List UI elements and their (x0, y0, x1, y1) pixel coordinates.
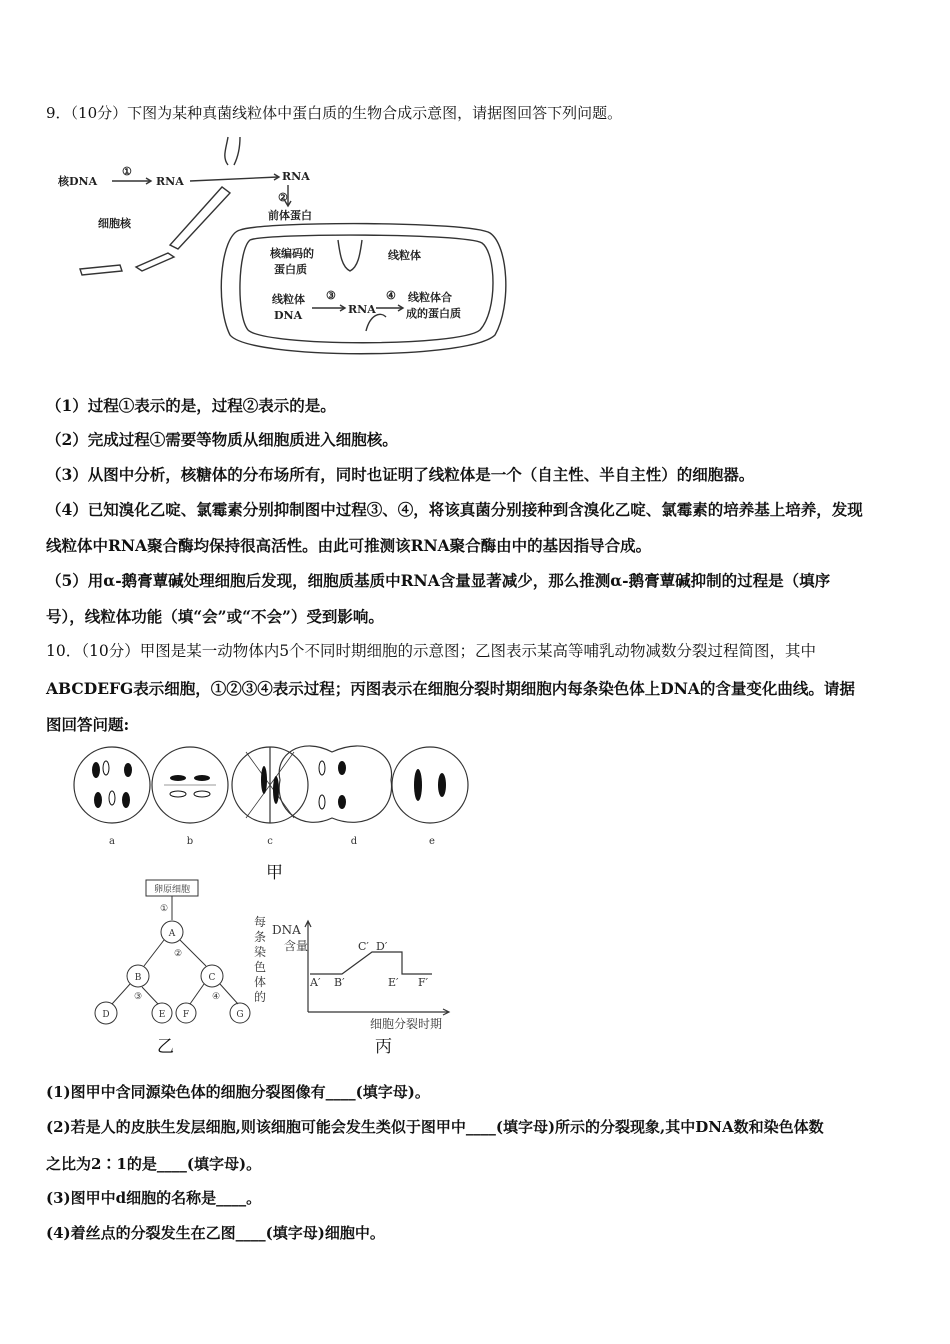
step4-label: ④ (386, 289, 396, 302)
jia-label-d: d (350, 836, 358, 847)
cell-a (74, 747, 150, 823)
bing-ylabel-char: 条 (254, 930, 267, 944)
rna-right-label: RNA (282, 170, 310, 183)
q10-sub1: (1)图甲中含同源染色体的细胞分裂图像有____(填字母)。 (46, 1083, 430, 1101)
arrow-rna-export (190, 177, 278, 181)
q10-sub4: (4)着丝点的分裂发生在乙图____(填字母)细胞中。 (46, 1224, 385, 1242)
figure-jia-cells (66, 740, 486, 855)
q9-sub4-line1: （4）已知溴化乙啶、氯霉素分别抑制图中过程③、④，将该真菌分别接种到含溴化乙啶、氯霉素的培养基上培养，发现 (46, 500, 863, 519)
q10-sub2-line2: 之比为2∶1的是____(填字母)。 (46, 1155, 262, 1173)
bing-ylabel-char: 染 (254, 945, 267, 959)
q10-header-line3: 图回答问题: (46, 715, 130, 734)
nuclear-dna-label: 核DNA (58, 175, 98, 188)
bing-xlabel: 细胞分裂时期 (370, 1017, 443, 1031)
node-c-label: C (208, 973, 216, 983)
root-label: 卵原细胞 (153, 885, 191, 895)
bing-ylabel-char: 的 (254, 990, 267, 1004)
nuclear-pore-top (225, 137, 240, 165)
nuclear-envelope-3 (80, 265, 122, 275)
q10-sub2-line1: (2)若是人的皮肤生发层细胞,则该细胞可能会发生类似于图甲中____(填字母)所示的分裂现象,其中DNA数和染色体数 (46, 1118, 824, 1136)
precursor-protein-label: 前体蛋白 (268, 209, 312, 222)
q10-header-line2: ABCDEFG表示细胞，①②③④表示过程；丙图表示在细胞分裂时期细胞内每条染色体上DNA的含量变化曲线。请据 (46, 679, 855, 698)
bing-point-label: B′ (334, 976, 345, 989)
nuclear-envelope-1 (170, 187, 230, 249)
mito-dna-label-2: DNA (274, 309, 303, 322)
mito-dna-label-1: 线粒体 (272, 293, 305, 306)
step3-label: ③ (326, 289, 336, 302)
bing-point-label: E′ (388, 976, 399, 989)
nuclear-envelope-2 (136, 253, 174, 271)
bing-point-label: A′ (310, 976, 321, 989)
bing-ylabel-char: 色 (254, 960, 267, 974)
q9-header: 9．（10分）下图为某种真菌线粒体中蛋白质的生物合成示意图，请据图回答下列问题。 (46, 104, 623, 122)
bing-point-label: F′ (418, 976, 429, 989)
crista-2 (366, 314, 386, 331)
bing-ylabel-dna: DNA (272, 923, 301, 937)
bing-ylabel-char: 每 (254, 915, 267, 929)
nuclear-coded-label-2: 蛋白质 (274, 263, 307, 276)
mito-label: 线粒体 (388, 249, 421, 262)
q10-sub3: (3)图甲中d细胞的名称是____。 (46, 1189, 262, 1207)
step-1: ① (159, 904, 169, 914)
step2-label: ② (278, 191, 288, 204)
crista-1 (338, 240, 362, 271)
cell-e (392, 747, 468, 823)
step1-label: ① (122, 165, 132, 178)
yi-caption: 乙 (157, 1037, 174, 1057)
bing-ylabel-vertical (254, 914, 266, 1004)
bing-ylabel-char: 体 (254, 975, 267, 989)
mito-protein-label-2: 成的蛋白质 (406, 307, 461, 320)
jia-caption: 甲 (266, 863, 283, 883)
q9-sub1: （1）过程①表示的是，过程②表示的是。 (46, 396, 336, 415)
bing-point-label: D′ (376, 940, 388, 953)
jia-label-b: b (186, 836, 194, 847)
q9-sub5-line2: 号），线粒体功能（填“会”或“不会”）受到影响。 (46, 607, 384, 626)
jia-label-e: e (429, 836, 435, 847)
bing-point-label: C′ (358, 940, 369, 953)
node-g-label: G (236, 1010, 244, 1020)
figure-bing-dna-curve (248, 912, 478, 1032)
step-2: ② (173, 949, 183, 959)
node-a-label: A (168, 929, 176, 939)
q10-header-line1: 10．（10分）甲图是某一动物体内5个不同时期细胞的示意图；乙图表示某高等哺乳动物减数分裂过程简图，其中 (46, 642, 817, 660)
step-3: ③ (133, 992, 143, 1002)
bing-curve (310, 952, 432, 974)
nucleus-label: 细胞核 (98, 217, 131, 230)
mitochondrion-outer-membrane (221, 224, 506, 354)
bing-ylabel-amount: 含量 (284, 939, 309, 953)
q9-sub2: （2）完成过程①需要等物质从细胞质进入细胞核。 (46, 430, 398, 449)
rna-left-label: RNA (156, 175, 184, 188)
jia-label-c: c (267, 836, 273, 847)
jia-label-a: a (109, 836, 115, 847)
q9-sub4-line2: 线粒体中RNA聚合酶均保持很高活性。由此可推测该RNA聚合酶由中的基因指导合成。 (46, 536, 652, 555)
node-d-label: D (102, 1010, 110, 1020)
node-e-label: E (158, 1010, 166, 1020)
step-4: ④ (211, 992, 221, 1002)
node-f-label: F (182, 1010, 190, 1020)
q9-sub3: （3）从图中分析，核糖体的分布场所有，同时也证明了线粒体是一个（自主性、半自主性）的细胞器。 (46, 465, 755, 484)
nuclear-coded-label-1: 核编码的 (270, 247, 314, 260)
mito-protein-label-1: 线粒体合 (408, 291, 452, 304)
figure-yi-meiosis-tree (86, 876, 256, 1028)
rna-mito-label: RNA (348, 303, 376, 316)
node-b-label: B (134, 973, 142, 983)
mitochondria-protein-synthesis-diagram (50, 135, 510, 360)
q9-sub5-line1: （5）用α-鹅膏蕈碱处理细胞后发现，细胞质基质中RNA含量显著减少，那么推测α-鹅膏蕈碱抑制的过程是（填序 (46, 571, 831, 590)
bing-caption: 丙 (375, 1037, 392, 1057)
